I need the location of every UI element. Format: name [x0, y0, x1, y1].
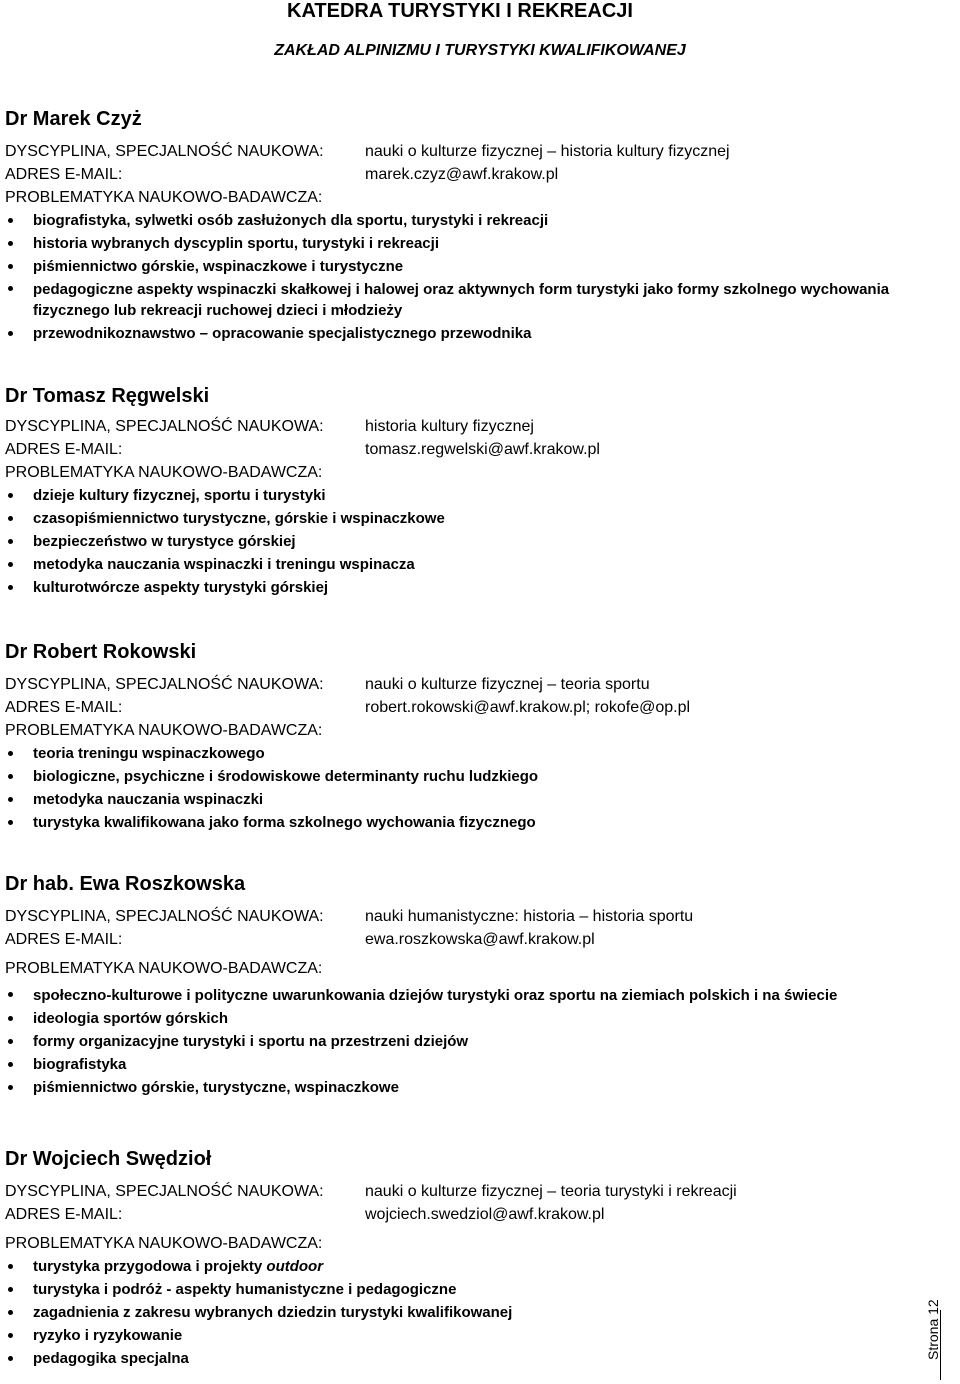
list-item: społeczno-kulturowe i polityczne uwarunkowania dziejów turystyki oraz sportu na ziemiach polskich i na świecie	[5, 984, 893, 1007]
page-number-footer	[925, 1299, 960, 1380]
discipline-row	[5, 673, 925, 696]
list-item: piśmiennictwo górskie, wspinaczkowe i turystyczne	[5, 255, 893, 278]
person-name: Dr Tomasz Ręgwelski	[5, 385, 210, 407]
email-value: tomasz.regwelski@awf.krakow.pl	[365, 441, 600, 458]
discipline-value: historia kultury fizycznej	[365, 418, 534, 435]
topic-italic-text: outdoor	[266, 1258, 324, 1275]
email-row	[5, 163, 925, 186]
email-value: marek.czyz@awf.krakow.pl	[365, 166, 559, 183]
email-value: robert.rokowski@awf.krakow.pl; rokofe@op.pl	[365, 699, 691, 716]
person-section	[5, 384, 925, 599]
list-item: przewodnikoznawstwo – opracowanie specjalistycznego przewodnika	[5, 322, 893, 345]
discipline-row	[5, 905, 925, 928]
discipline-label: DYSCYPLINA, SPECJALNOŚĆ NAUKOWA:	[5, 908, 324, 925]
list-item: biografistyka	[5, 1053, 893, 1076]
topic-text: turystyka przygodowa i projekty	[33, 1258, 263, 1275]
list-item: biografistyka, sylwetki osób zasłużonych dla sportu, turystyki i rekreacji	[5, 209, 893, 232]
email-value: ewa.roszkowska@awf.krakow.pl	[365, 931, 595, 948]
topic-list	[5, 1255, 925, 1370]
person-name: Dr Marek Czyż	[5, 108, 142, 130]
topic-list	[5, 209, 925, 345]
person-section	[5, 107, 925, 345]
unit-subtitle: ZAKŁAD ALPINIZMU I TURYSTYKI KWALIFIKOWANEJ	[274, 42, 686, 59]
person-name: Dr Robert Rokowski	[5, 641, 197, 663]
list-item: kulturotwórcze aspekty turystyki górskiej	[5, 576, 893, 599]
person-section	[5, 1147, 925, 1370]
research-label: PROBLEMATYKA NAUKOWO-BADAWCZA:	[5, 1235, 323, 1252]
list-item: piśmiennictwo górskie, turystyczne, wspinaczkowe	[5, 1076, 893, 1099]
list-item: metodyka nauczania wspinaczki i treningu wspinacza	[5, 553, 893, 576]
discipline-row	[5, 140, 925, 163]
email-value: wojciech.swedziol@awf.krakow.pl	[365, 1206, 605, 1223]
person-name: Dr hab. Ewa Roszkowska	[5, 873, 246, 895]
list-item: pedagogika specjalna	[5, 1347, 893, 1370]
list-item: ideologia sportów górskich	[5, 1007, 893, 1030]
topic-list	[5, 984, 925, 1099]
list-item: teoria treningu wspinaczkowego	[5, 742, 893, 765]
email-label: ADRES E-MAIL:	[5, 931, 123, 948]
list-item: bezpieczeństwo w turystyce górskiej	[5, 530, 893, 553]
email-label: ADRES E-MAIL:	[5, 699, 123, 716]
email-row	[5, 928, 925, 951]
list-item: turystyka kwalifikowana jako forma szkolnego wychowania fizycznego	[5, 811, 893, 834]
list-item: zagadnienia z zakresu wybranych dziedzin turystyki kwalifikowanej	[5, 1301, 893, 1324]
list-item: formy organizacyjne turystyki i sportu na przestrzeni dziejów	[5, 1030, 893, 1053]
discipline-label: DYSCYPLINA, SPECJALNOŚĆ NAUKOWA:	[5, 676, 324, 693]
list-item: historia wybranych dyscyplin sportu, turystyki i rekreacji	[5, 232, 893, 255]
list-item: metodyka nauczania wspinaczki	[5, 788, 893, 811]
discipline-value: nauki o kulturze fizycznej – historia kultury fizycznej	[365, 143, 730, 160]
department-title: KATEDRA TURYSTYKI I REKREACJI	[287, 0, 633, 22]
discipline-value: nauki o kulturze fizycznej – teoria turystyki i rekreacji	[365, 1183, 737, 1200]
discipline-value: nauki o kulturze fizycznej – teoria sportu	[365, 676, 650, 693]
research-label: PROBLEMATYKA NAUKOWO-BADAWCZA:	[5, 189, 323, 206]
person-section	[5, 872, 925, 1099]
list-item: czasopiśmiennictwo turystyczne, górskie i wspinaczkowe	[5, 507, 893, 530]
discipline-value: nauki humanistyczne: historia – historia sportu	[365, 908, 694, 925]
list-item: pedagogiczne aspekty wspinaczki skałkowej i halowej oraz aktywnych form turystyki jako formy szkolnego wychowania fizycznego lub rekreacji ruchowej dzieci i młodzieży	[5, 278, 893, 322]
email-row	[5, 696, 925, 719]
list-item: dzieje kultury fizycznej, sportu i turystyki	[5, 484, 893, 507]
email-label: ADRES E-MAIL:	[5, 441, 123, 458]
research-label: PROBLEMATYKA NAUKOWO-BADAWCZA:	[5, 960, 323, 977]
page-number: Strona 12	[925, 1299, 941, 1360]
email-row	[5, 438, 925, 461]
list-item: ryzyko i ryzykowanie	[5, 1324, 893, 1347]
person-name: Dr Wojciech Swędzioł	[5, 1148, 212, 1170]
list-item: biologiczne, psychiczne i środowiskowe determinanty ruchu ludzkiego	[5, 765, 893, 788]
list-item	[5, 1255, 893, 1278]
discipline-row	[5, 1180, 925, 1203]
topic-list	[5, 484, 925, 599]
list-item: turystyka i podróż - aspekty humanistyczne i pedagogiczne	[5, 1278, 893, 1301]
research-label: PROBLEMATYKA NAUKOWO-BADAWCZA:	[5, 464, 323, 481]
discipline-label: DYSCYPLINA, SPECJALNOŚĆ NAUKOWA:	[5, 1183, 324, 1200]
email-label: ADRES E-MAIL:	[5, 166, 123, 183]
discipline-row	[5, 415, 925, 438]
research-label: PROBLEMATYKA NAUKOWO-BADAWCZA:	[5, 722, 323, 739]
topic-list	[5, 742, 925, 834]
discipline-label: DYSCYPLINA, SPECJALNOŚĆ NAUKOWA:	[5, 143, 324, 160]
email-label: ADRES E-MAIL:	[5, 1206, 123, 1223]
person-section	[5, 640, 925, 834]
discipline-label: DYSCYPLINA, SPECJALNOŚĆ NAUKOWA:	[5, 418, 324, 435]
email-row	[5, 1203, 925, 1226]
